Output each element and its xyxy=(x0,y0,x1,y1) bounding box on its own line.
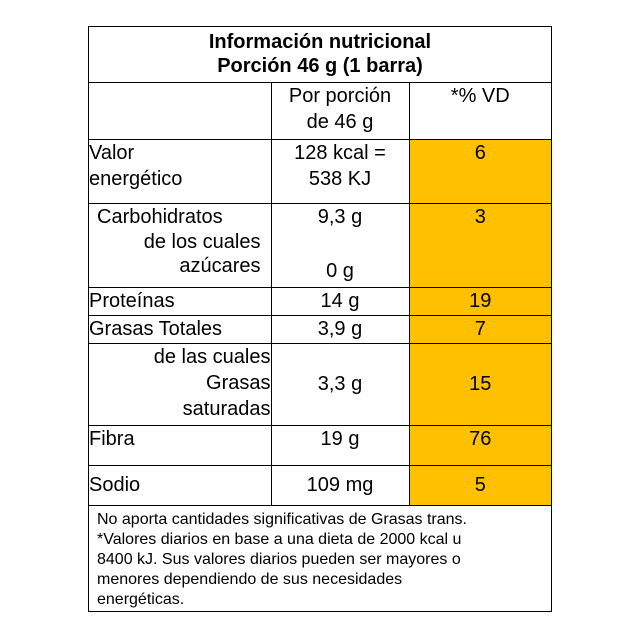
footnote-line: *Valores diarios en base a una dieta de 2000 kcal u xyxy=(97,530,462,548)
sugars-amount-text: 0 g xyxy=(326,259,354,282)
table-row xyxy=(89,315,551,343)
label-header xyxy=(89,27,551,83)
protein-label: Proteínas xyxy=(89,287,271,315)
per-serving-header xyxy=(271,83,409,139)
fiber-dv: 76 xyxy=(409,425,551,465)
table-row xyxy=(89,465,551,505)
serving-size: Porción 46 g (1 barra) xyxy=(217,55,423,77)
per-serving-header-line2: de 46 g xyxy=(306,111,374,133)
satfat-label-line1: de las cuales xyxy=(153,345,271,368)
fiber-amount: 19 g xyxy=(271,425,409,465)
empty-header-cell xyxy=(89,83,271,139)
carbs-amount-text: 9,3 g xyxy=(317,205,363,228)
energy-amount-line2: 538 KJ xyxy=(308,167,372,190)
fiber-label: Fibra xyxy=(89,425,271,465)
carbs-dv: 3 xyxy=(409,203,551,287)
sugars-label-line2: azúcares xyxy=(179,254,261,277)
protein-amount: 14 g xyxy=(271,287,409,315)
sugars-label-line1: de los cuales xyxy=(143,230,261,253)
per-serving-header-line1: Por porción xyxy=(288,85,392,107)
footnote xyxy=(89,506,551,610)
satfat-label-line2: Grasas xyxy=(206,371,271,394)
table-row xyxy=(89,203,551,287)
footnote-line: menores dependiendo de sus necesidades xyxy=(97,570,403,588)
energy-amount xyxy=(271,139,409,203)
fat-label: Grasas Totales xyxy=(89,315,271,343)
fat-dv: 7 xyxy=(409,315,551,343)
energy-label-line2: energético xyxy=(89,167,183,190)
energy-dv: 6 xyxy=(409,139,551,203)
protein-dv: 19 xyxy=(409,287,551,315)
carbs-label-text: Carbohidratos xyxy=(97,205,223,228)
satfat-amount: 3,3 g xyxy=(271,343,409,425)
satfat-dv: 15 xyxy=(409,343,551,425)
energy-label-line1: Valor xyxy=(89,141,135,164)
energy-amount-line1: 128 kcal = xyxy=(294,141,386,164)
footnote-line: 8400 kJ. Sus valores diarios pueden ser mayores o xyxy=(97,550,461,568)
dv-header: *% VD xyxy=(409,83,551,139)
table-row xyxy=(89,425,551,465)
nutrition-label xyxy=(88,26,552,612)
footnote-line: No aporta cantidades significativas de Grasas trans. xyxy=(97,510,467,528)
satfat-label-line3: saturadas xyxy=(182,397,271,420)
table-row xyxy=(89,287,551,315)
footnote-line: energéticas. xyxy=(97,590,185,608)
label-title: Información nutricional xyxy=(208,31,432,53)
table-row xyxy=(89,139,551,203)
nutrition-table xyxy=(89,83,551,506)
carbs-label xyxy=(89,203,271,287)
sodium-amount: 109 mg xyxy=(271,465,409,505)
column-header-row xyxy=(89,83,551,139)
fat-amount: 3,9 g xyxy=(271,315,409,343)
sodium-dv: 5 xyxy=(409,465,551,505)
satfat-label xyxy=(89,343,271,425)
table-row xyxy=(89,343,551,425)
sodium-label: Sodio xyxy=(89,465,271,505)
carbs-amount xyxy=(271,203,409,287)
energy-label xyxy=(89,139,271,203)
